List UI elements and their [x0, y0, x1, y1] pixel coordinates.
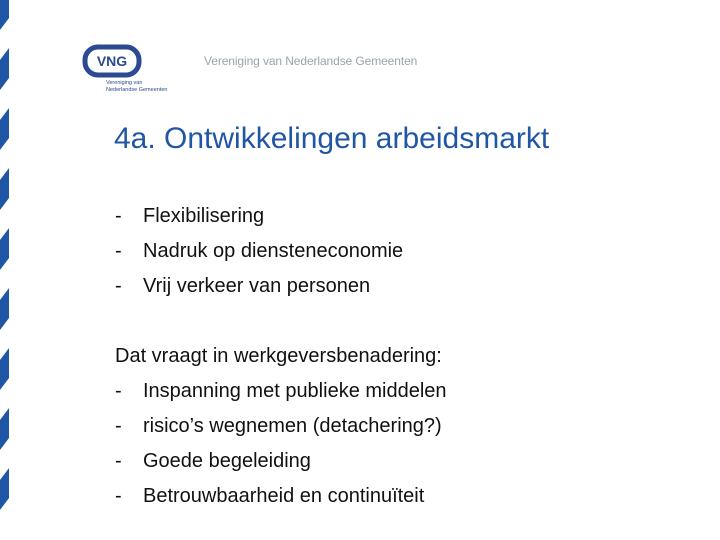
- list-item-text: Nadruk op diensteneconomie: [143, 240, 404, 262]
- bullet-dash: -: [115, 450, 122, 472]
- vng-logo-badge: [82, 44, 142, 78]
- list-item: [115, 444, 447, 479]
- list-item: [115, 269, 403, 304]
- bullet-dash: -: [115, 240, 122, 262]
- slide-title: 4a. Ontwikkelingen arbeidsmarkt: [114, 122, 550, 155]
- list-item: [115, 199, 403, 234]
- vng-logo-subtitle-line1: Vereniging van: [106, 80, 143, 86]
- list-item: [115, 479, 447, 514]
- bullet-dash: -: [115, 380, 122, 402]
- bullet-dash: -: [115, 205, 122, 227]
- bullet-dash: -: [115, 415, 122, 437]
- vng-logo-letters: VNG: [96, 53, 128, 69]
- intro-paragraph: Dat vraagt in werkgeversbenadering:: [115, 345, 442, 367]
- list-item-text: Goede begeleiding: [143, 450, 311, 472]
- list-item-text: Vrij verkeer van personen: [143, 275, 371, 297]
- bullet-list-employer-approach: [115, 374, 447, 514]
- vng-logo-subtitle: [106, 80, 186, 94]
- vng-logo-subtitle-line2: Nederlandse Gemeenten: [106, 87, 168, 93]
- vng-logo: [82, 44, 182, 96]
- bullet-list-developments: [115, 199, 403, 304]
- bullet-dash: -: [115, 275, 122, 297]
- list-item: [115, 374, 447, 409]
- header-org-name: Vereniging van Nederlandse Gemeenten: [204, 54, 418, 68]
- bullet-dash: -: [115, 485, 122, 507]
- list-item-text: Inspanning met publieke middelen: [143, 380, 447, 402]
- list-item-text: risico’s wegnemen (detachering?): [143, 415, 442, 437]
- list-item-text: Flexibilisering: [143, 205, 265, 227]
- decorative-side-strip: [0, 0, 9, 540]
- list-item: [115, 409, 447, 444]
- list-item-text: Betrouwbaarheid en continuïteit: [143, 485, 425, 507]
- list-item: [115, 234, 403, 269]
